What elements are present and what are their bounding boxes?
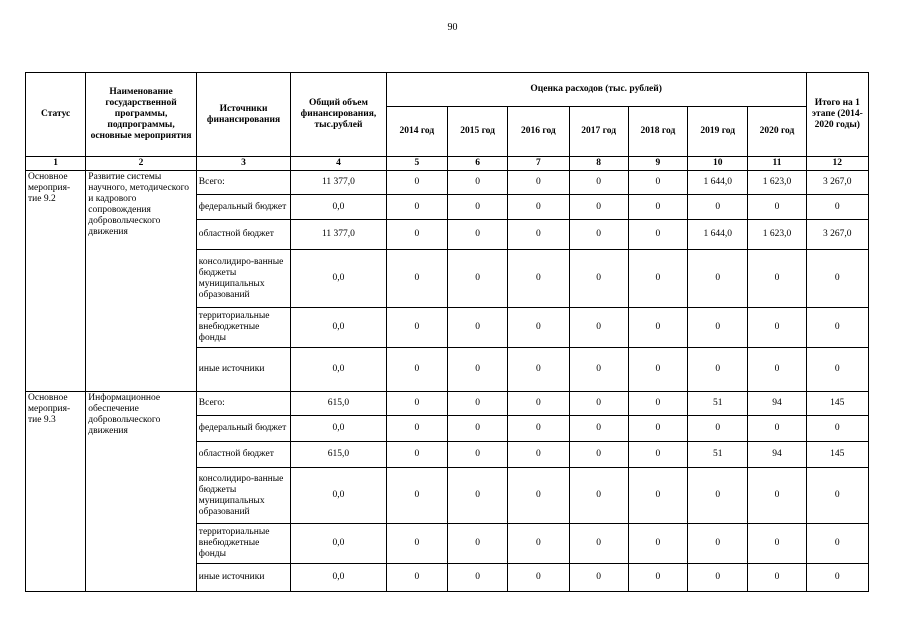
stage-total-cell: 0 (806, 524, 868, 564)
stage-total-cell: 0 (806, 468, 868, 524)
column-number: 9 (628, 157, 687, 171)
table-row (26, 392, 869, 416)
column-number: 2 (86, 157, 197, 171)
year-value-cell: 0 (386, 220, 447, 250)
year-value-cell: 0 (508, 171, 569, 195)
year-value-cell: 0 (628, 195, 687, 220)
year-value-cell: 0 (688, 416, 748, 442)
year-value-cell: 0 (688, 195, 748, 220)
stage-total-cell: 0 (806, 564, 868, 592)
year-value-cell: 0 (628, 564, 687, 592)
stage-total-cell: 3 267,0 (806, 220, 868, 250)
year-value-cell: 0 (508, 468, 569, 524)
column-number: 5 (386, 157, 447, 171)
year-value-cell: 0 (386, 348, 447, 392)
year-value-cell: 0 (447, 416, 507, 442)
year-value-cell: 0 (569, 416, 628, 442)
year-value-cell: 0 (628, 171, 687, 195)
total-cell: 11 377,0 (291, 220, 386, 250)
stage-total-cell: 145 (806, 442, 868, 468)
year-value-cell: 0 (386, 564, 447, 592)
year-value-cell: 0 (688, 468, 748, 524)
total-cell: 0,0 (291, 468, 386, 524)
year-value-cell: 0 (508, 348, 569, 392)
year-value-cell: 0 (748, 416, 806, 442)
header-year: 2019 год (688, 107, 748, 157)
source-cell: областной бюджет (196, 442, 290, 468)
header-total-volume: Общий объем финансирования, тыс.рублей (291, 73, 386, 157)
year-value-cell: 0 (386, 195, 447, 220)
total-cell: 0,0 (291, 524, 386, 564)
year-value-cell: 0 (569, 220, 628, 250)
year-value-cell: 0 (447, 442, 507, 468)
year-value-cell: 0 (748, 524, 806, 564)
year-value-cell: 0 (569, 392, 628, 416)
source-cell: территориальные внебюджетные фонды (196, 524, 290, 564)
source-cell: территориальные внебюджетные фонды (196, 308, 290, 348)
year-value-cell: 0 (628, 468, 687, 524)
year-value-cell: 0 (386, 524, 447, 564)
year-value-cell: 0 (628, 250, 687, 308)
total-cell: 0,0 (291, 416, 386, 442)
status-cell: Основное мероприя-тие 9.2 (26, 171, 86, 392)
year-value-cell: 0 (447, 171, 507, 195)
column-number: 8 (569, 157, 628, 171)
source-cell: областной бюджет (196, 220, 290, 250)
total-cell: 0,0 (291, 308, 386, 348)
year-value-cell: 0 (628, 220, 687, 250)
year-value-cell: 0 (386, 308, 447, 348)
stage-total-cell: 0 (806, 195, 868, 220)
stage-total-cell: 0 (806, 250, 868, 308)
year-value-cell: 51 (688, 392, 748, 416)
stage-total-cell: 0 (806, 416, 868, 442)
year-value-cell: 1 623,0 (748, 220, 806, 250)
year-value-cell: 0 (748, 348, 806, 392)
stage-total-cell: 0 (806, 348, 868, 392)
status-cell: Основное мероприя-тие 9.3 (26, 392, 86, 592)
year-value-cell: 0 (447, 348, 507, 392)
header-year: 2014 год (386, 107, 447, 157)
year-value-cell: 0 (508, 250, 569, 308)
year-value-cell: 0 (508, 416, 569, 442)
measure-name-cell: Развитие системы научного, методического и кадрового сопровождения добровольческого движения (86, 171, 197, 392)
column-number: 6 (447, 157, 507, 171)
year-value-cell: 0 (688, 250, 748, 308)
year-value-cell: 1 644,0 (688, 220, 748, 250)
year-value-cell: 1 623,0 (748, 171, 806, 195)
year-value-cell: 0 (386, 442, 447, 468)
year-value-cell: 0 (628, 308, 687, 348)
header-year: 2015 год (447, 107, 507, 157)
year-value-cell: 94 (748, 442, 806, 468)
year-value-cell: 0 (569, 468, 628, 524)
header-year: 2017 год (569, 107, 628, 157)
year-value-cell: 0 (688, 348, 748, 392)
total-cell: 615,0 (291, 442, 386, 468)
source-cell: федеральный бюджет (196, 195, 290, 220)
year-value-cell: 0 (447, 524, 507, 564)
total-cell: 0,0 (291, 195, 386, 220)
header-status: Статус (26, 73, 86, 157)
year-value-cell: 0 (447, 564, 507, 592)
year-value-cell: 0 (569, 308, 628, 348)
year-value-cell: 0 (748, 308, 806, 348)
column-number: 12 (806, 157, 868, 171)
header-name: Наименование государственной программы, подпрограммы, основные мероприятия (86, 73, 197, 157)
column-number: 7 (508, 157, 569, 171)
year-value-cell: 51 (688, 442, 748, 468)
year-value-cell: 0 (508, 442, 569, 468)
source-cell: иные источники (196, 564, 290, 592)
stage-total-cell: 3 267,0 (806, 171, 868, 195)
year-value-cell: 0 (569, 171, 628, 195)
column-number: 1 (26, 157, 86, 171)
header-year: 2016 год (508, 107, 569, 157)
source-cell: иные источники (196, 348, 290, 392)
source-cell: Всего: (196, 171, 290, 195)
year-value-cell: 1 644,0 (688, 171, 748, 195)
year-value-cell: 0 (447, 308, 507, 348)
year-value-cell: 0 (628, 524, 687, 564)
total-cell: 0,0 (291, 348, 386, 392)
year-value-cell: 0 (628, 416, 687, 442)
measure-name-cell: Информационное обеспечение добровольческого движения (86, 392, 197, 592)
year-value-cell: 0 (508, 220, 569, 250)
year-value-cell: 0 (569, 348, 628, 392)
year-value-cell: 0 (628, 442, 687, 468)
year-value-cell: 0 (748, 250, 806, 308)
year-value-cell: 0 (508, 308, 569, 348)
year-value-cell: 0 (748, 468, 806, 524)
year-value-cell: 0 (628, 392, 687, 416)
header-stage-total: Итого на 1 этапе (2014-2020 годы) (806, 73, 868, 157)
year-value-cell: 0 (688, 308, 748, 348)
budget-table (25, 72, 869, 592)
year-value-cell: 94 (748, 392, 806, 416)
stage-total-cell: 145 (806, 392, 868, 416)
year-value-cell: 0 (386, 468, 447, 524)
source-cell: федеральный бюджет (196, 416, 290, 442)
year-value-cell: 0 (508, 524, 569, 564)
year-value-cell: 0 (447, 392, 507, 416)
total-cell: 615,0 (291, 392, 386, 416)
year-value-cell: 0 (447, 195, 507, 220)
stage-total-cell: 0 (806, 308, 868, 348)
year-value-cell: 0 (748, 195, 806, 220)
column-number: 11 (748, 157, 806, 171)
total-cell: 11 377,0 (291, 171, 386, 195)
year-value-cell: 0 (447, 250, 507, 308)
page-number: 90 (447, 22, 458, 33)
year-value-cell: 0 (688, 564, 748, 592)
year-value-cell: 0 (569, 195, 628, 220)
year-value-cell: 0 (508, 564, 569, 592)
header-sources: Источники финансирования (196, 73, 290, 157)
year-value-cell: 0 (386, 250, 447, 308)
year-value-cell: 0 (386, 416, 447, 442)
year-value-cell: 0 (748, 564, 806, 592)
header-year: 2018 год (628, 107, 687, 157)
year-value-cell: 0 (508, 392, 569, 416)
source-cell: консолидиро-ванные бюджеты муниципальных образований (196, 250, 290, 308)
year-value-cell: 0 (386, 392, 447, 416)
year-value-cell: 0 (447, 468, 507, 524)
year-value-cell: 0 (569, 442, 628, 468)
year-value-cell: 0 (569, 524, 628, 564)
year-value-cell: 0 (386, 171, 447, 195)
year-value-cell: 0 (569, 250, 628, 308)
header-year: 2020 год (748, 107, 806, 157)
year-value-cell: 0 (628, 348, 687, 392)
header-estimate: Оценка расходов (тыс. рублей) (386, 73, 806, 107)
column-number: 10 (688, 157, 748, 171)
year-value-cell: 0 (569, 564, 628, 592)
column-number: 4 (291, 157, 386, 171)
source-cell: консолидиро-ванные бюджеты муниципальных образований (196, 468, 290, 524)
total-cell: 0,0 (291, 564, 386, 592)
total-cell: 0,0 (291, 250, 386, 308)
source-cell: Всего: (196, 392, 290, 416)
year-value-cell: 0 (508, 195, 569, 220)
table-row (26, 171, 869, 195)
year-value-cell: 0 (688, 524, 748, 564)
column-number: 3 (196, 157, 290, 171)
year-value-cell: 0 (447, 220, 507, 250)
